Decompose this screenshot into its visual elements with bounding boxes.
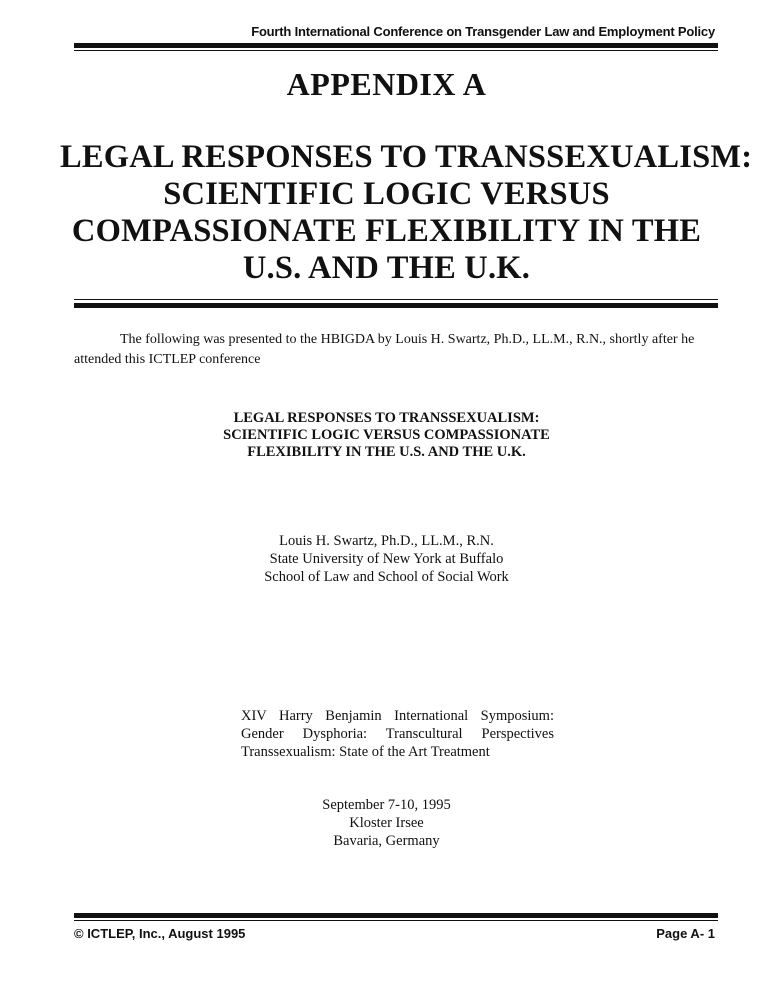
main-title-line: SCIENTIFIC LOGIC VERSUS xyxy=(163,176,610,212)
footer-rule-thick xyxy=(74,913,718,918)
intro-paragraph: The following was presented to the HBIGDA by Louis H. Swartz, Ph.D., LL.M., R.N., shortly after he attended this ICTLEP conference xyxy=(74,332,695,367)
symposium-line: XIV Harry Benjamin International Symposium: xyxy=(241,708,554,724)
paper-title xyxy=(0,410,773,461)
main-title xyxy=(60,139,753,287)
author-affiliation: State University of New York at Buffalo xyxy=(269,551,504,567)
footer-copyright: © ICTLEP, Inc., August 1995 xyxy=(74,926,246,941)
title-rule-thick xyxy=(74,303,718,308)
paper-title-line: LEGAL RESPONSES TO TRANSSEXUALISM: xyxy=(233,410,540,426)
event-date: September 7-10, 1995 xyxy=(322,797,451,813)
symposium-line: Transsexualism: State of the Art Treatment xyxy=(241,744,490,760)
title-rule-thin xyxy=(74,299,718,300)
main-title-line: COMPASSIONATE FLEXIBILITY IN THE xyxy=(71,213,702,249)
header-rule-thick xyxy=(74,43,718,48)
event-venue: Kloster Irsee xyxy=(349,815,424,831)
paper-title-line: FLEXIBILITY IN THE U.S. AND THE U.K. xyxy=(247,444,526,460)
paper-title-line: SCIENTIFIC LOGIC VERSUS COMPASSIONATE xyxy=(223,427,550,443)
author-block xyxy=(0,532,773,586)
running-header: Fourth International Conference on Transgender Law and Employment Policy xyxy=(251,24,715,39)
main-title-line: LEGAL RESPONSES TO TRANSSEXUALISM: xyxy=(60,139,753,175)
footer-rule-thin xyxy=(74,920,718,921)
symposium-block xyxy=(241,707,554,761)
author-name: Louis H. Swartz, Ph.D., LL.M., R.N. xyxy=(279,533,494,549)
main-title-line: U.S. AND THE U.K. xyxy=(242,250,531,286)
event-block xyxy=(0,796,773,850)
appendix-title: APPENDIX A xyxy=(286,66,487,102)
event-location: Bavaria, Germany xyxy=(333,833,440,849)
symposium-line: Gender Dysphoria: Transcultural Perspectives xyxy=(241,726,554,742)
footer-page-number: Page A- 1 xyxy=(656,926,715,941)
author-department: School of Law and School of Social Work xyxy=(264,569,509,585)
header-rule-thin xyxy=(74,50,718,51)
